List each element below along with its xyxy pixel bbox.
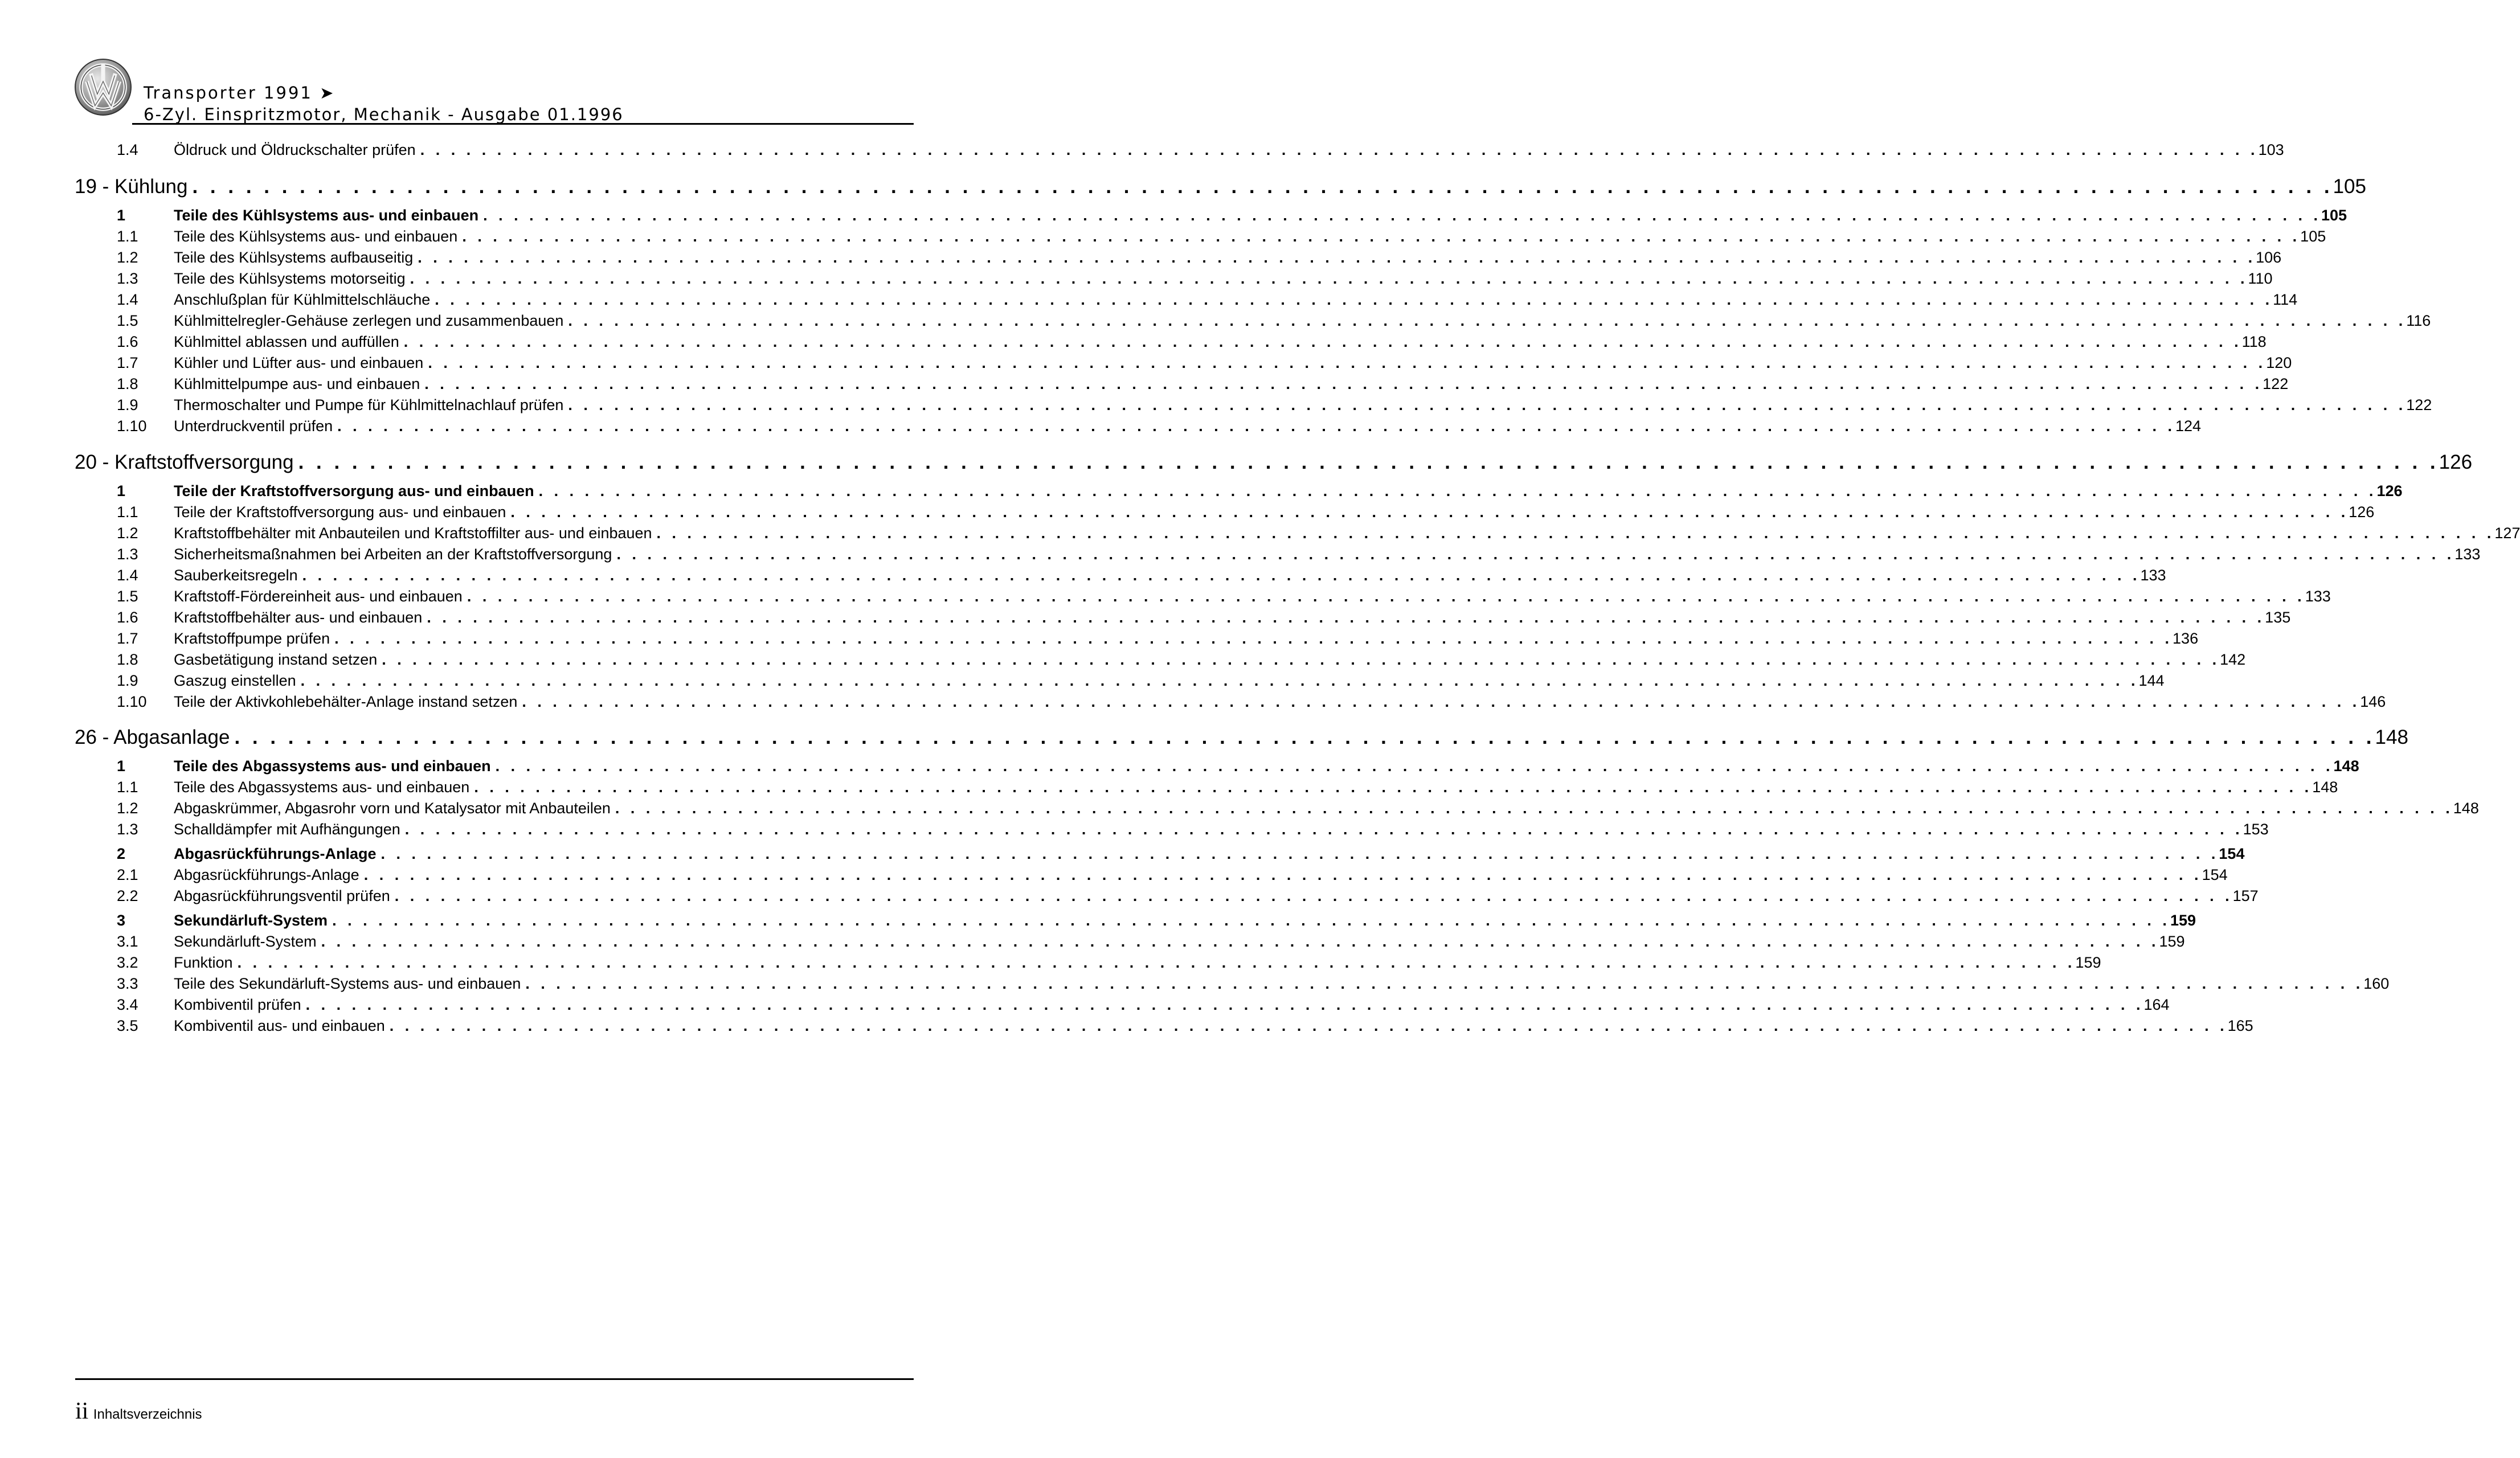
toc-entry-number: 1.7 — [117, 630, 138, 647]
toc-page-number: 127 — [2494, 525, 2520, 542]
toc-entry[interactable] — [117, 375, 2289, 395]
toc-entry-title: Kühler und Lüfter aus- und einbauen — [174, 354, 424, 371]
toc-entry[interactable] — [117, 333, 2267, 353]
toc-entry-title: Teile des Kühlsystems motorseitig — [174, 270, 406, 287]
toc-leader-dots: . . . . . . . . . . . . . . . . . . . . . . . . . . . . . . . . . . . . . . . . . . . . . . . . . . . . . . . . . . . . . . . . . . . . . . . . . . . . . . . . . . . . . . . . . . . . . . . . . . . . . . . . . . . . . . . . . . . . . . . . — [403, 333, 2242, 350]
toc-leader-dots: . . . . . . . . . . . . . . . . . . . . . . . . . . . . . . . . . . . . . . . . . . . . . . . . . . . . . . . . . . . . . . . . . . . . . . . . . . . . . . . . . . . . . . . . . . . . . . . . . . . . . . . . . . . . . . . . . . . . . . . . — [192, 175, 2333, 198]
toc-entry-title: 26 - Abgasanlage — [75, 726, 230, 748]
toc-entry[interactable] — [117, 779, 2338, 798]
toc-leader-dots: . . . . . . . . . . . . . . . . . . . . . . . . . . . . . . . . . . . . . . . . . . . . . . . . . . . . . . . . . . . . . . . . . . . . . . . . . . . . . . . . . . . . . . . . . . . . . . . . . . . . . . . . . . . . . . . . . . . . . . . . — [321, 933, 2159, 950]
toc-entry[interactable] — [117, 630, 2199, 649]
toc-leader-dots: . . . . . . . . . . . . . . . . . . . . . . . . . . . . . . . . . . . . . . . . . . . . . . . . . . . . . . . . . . . . . . . . . . . . . . . . . . . . . . . . . . . . . . . . . . . . . . . . . . . . . . . . . . . . . . . . . . . . . . . . — [522, 693, 2361, 710]
toc-entry[interactable] — [117, 672, 2165, 691]
toc-page-number: 133 — [2454, 546, 2481, 563]
toc-entry[interactable] — [117, 546, 2481, 565]
toc-entry-title: Kombiventil aus- und einbauen — [174, 1017, 385, 1034]
toc-page-number: 148 — [2375, 726, 2408, 748]
toc-entry-title: Anschlußplan für Kühlmittelschläuche — [174, 291, 431, 308]
toc-entry-title: Sicherheitsmaßnahmen bei Arbeiten an der Kraftstoffversorgung — [174, 546, 612, 563]
toc-entry-number: 1.3 — [117, 546, 138, 563]
toc-entry-title: Öldruck und Öldruckschalter prüfen — [174, 141, 416, 158]
toc-page-number: 126 — [2439, 451, 2473, 473]
toc-leader-dots: . . . . . . . . . . . . . . . . . . . . . . . . . . . . . . . . . . . . . . . . . . . . . . . . . . . . . . . . . . . . . . . . . . . . . . . . . . . . . . . . . . . . . . . . . . . . . . . . . . . . . . . . . . . . . . . . . . . . . . . . — [234, 726, 2375, 748]
toc-leader-dots: . . . . . . . . . . . . . . . . . . . . . . . . . . . . . . . . . . . . . . . . . . . . . . . . . . . . . . . . . . . . . . . . . . . . . . . . . . . . . . . . . . . . . . . . . . . . . . . . . . . . . . . . . . . . . . . . . . . . . . . . — [616, 546, 2455, 563]
toc-entry-number: 3.5 — [117, 1017, 138, 1034]
toc-entry-number: 1.9 — [117, 672, 138, 689]
toc-page-number: 133 — [2140, 567, 2166, 584]
toc-page-number: 148 — [2333, 757, 2359, 775]
toc-entry-title: Kraftstoffbehälter mit Anbauteilen und Kraftstoffilter aus- und einbauen — [174, 525, 652, 542]
toc-leader-dots: . . . . . . . . . . . . . . . . . . . . . . . . . . . . . . . . . . . . . . . . . . . . . . . . . . . . . . . . . . . . . . . . . . . . . . . . . . . . . . . . . . . . . . . . . . . . . . . . . . . . . . . . . . . . . . . . . . . . . . . . — [474, 779, 2313, 796]
toc-entry-number: 3.3 — [117, 975, 138, 992]
toc-leader-dots: . . . . . . . . . . . . . . . . . . . . . . . . . . . . . . . . . . . . . . . . . . . . . . . . . . . . . . . . . . . . . . . . . . . . . . . . . . . . . . . . . . . . . . . . . . . . . . . . . . . . . . . . . . . . . . . . . . . . . . . . — [467, 588, 2305, 605]
toc-entry-title: Unterdruckventil prüfen — [174, 417, 333, 435]
toc-page-number: 135 — [2265, 609, 2291, 626]
toc-leader-dots: . . . . . . . . . . . . . . . . . . . . . . . . . . . . . . . . . . . . . . . . . . . . . . . . . . . . . . . . . . . . . . . . . . . . . . . . . . . . . . . . . . . . . . . . . . . . . . . . . . . . . . . . . . . . . . . . . . . . . . . . — [334, 630, 2173, 647]
toc-entry[interactable] — [117, 228, 2326, 247]
toc-entry-title: Teile des Abgassystems aus- und einbauen — [174, 757, 491, 775]
toc-page-number: 136 — [2173, 630, 2199, 647]
toc-entry[interactable] — [117, 821, 2269, 840]
toc-page-number: 105 — [2300, 228, 2326, 245]
toc-page-number: 126 — [2376, 482, 2403, 499]
toc-leader-dots: . . . . . . . . . . . . . . . . . . . . . . . . . . . . . . . . . . . . . . . . . . . . . . . . . . . . . . . . . . . . . . . . . . . . . . . . . . . . . . . . . . . . . . . . . . . . . . . . . . . . . . . . . . . . . . . . . . . . . . . . — [382, 651, 2220, 668]
toc-leader-dots: . . . . . . . . . . . . . . . . . . . . . . . . . . . . . . . . . . . . . . . . . . . . . . . . . . . . . . . . . . . . . . . . . . . . . . . . . . . . . . . . . . . . . . . . . . . . . . . . . . . . . . . . . . . . . . . . . . . . . . . . — [615, 800, 2453, 817]
toc-entry-number: 3.1 — [117, 933, 138, 950]
toc-entry-title: Sekundärluft-System — [174, 933, 317, 950]
footer-divider — [75, 1378, 914, 1380]
toc-section[interactable] — [117, 912, 2196, 931]
toc-entry-number: 3.2 — [117, 954, 138, 971]
toc-leader-dots: . . . . . . . . . . . . . . . . . . . . . . . . . . . . . . . . . . . . . . . . . . . . . . . . . . . . . . . . . . . . . . . . . . . . . . . . . . . . . . . . . . . . . . . . . . . . . . . . . . . . . . . . . . . . . . . . . . . . . . . . — [462, 228, 2301, 245]
toc-entry-number: 1.4 — [117, 567, 138, 584]
toc-leader-dots: . . . . . . . . . . . . . . . . . . . . . . . . . . . . . . . . . . . . . . . . . . . . . . . . . . . . . . . . . . . . . . . . . . . . . . . . . . . . . . . . . . . . . . . . . . . . . . . . . . . . . . . . . . . . . . . . . . . . . . . . — [483, 207, 2321, 224]
toc-entry[interactable] — [117, 693, 2386, 712]
toc-leader-dots: . . . . . . . . . . . . . . . . . . . . . . . . . . . . . . . . . . . . . . . . . . . . . . . . . . . . . . . . . . . . . . . . . . . . . . . . . . . . . . . . . . . . . . . . . . . . . . . . . . . . . . . . . . . . . . . . . . . . . . . . — [418, 249, 2256, 266]
toc-entry-title: Gasbetätigung instand setzen — [174, 651, 378, 668]
toc-page-number: 142 — [2220, 651, 2246, 668]
toc-entry-title: Schalldämpfer mit Aufhängungen — [174, 821, 400, 838]
toc-entry-title: Kombiventil prüfen — [174, 996, 301, 1013]
footer-page-number: ii — [75, 1398, 89, 1424]
toc-entry-title: Kühlmittelpumpe aus- und einbauen — [174, 375, 420, 392]
toc-entry[interactable] — [117, 887, 2259, 907]
toc-entry-number: 1.1 — [117, 228, 138, 245]
toc-page-number: 160 — [2363, 975, 2390, 992]
toc-entry-number: 1.6 — [117, 609, 138, 626]
footer — [75, 1398, 202, 1425]
toc-entry-number: 1.1 — [117, 503, 138, 521]
toc-page-number: 118 — [2241, 333, 2267, 350]
toc-entry-title: Funktion — [174, 954, 233, 971]
toc-entry-title: Teile des Sekundärluft-Systems aus- und einbauen — [174, 975, 521, 992]
toc-page-number: 148 — [2312, 779, 2338, 796]
toc-entry-number: 1.10 — [117, 417, 147, 435]
toc-entry[interactable] — [117, 954, 2101, 973]
toc-page-number: 122 — [2263, 375, 2289, 392]
toc-entry-number: 1.6 — [117, 333, 138, 350]
toc-entry-number: 1.4 — [117, 141, 138, 158]
toc-entry-title: Kühlmittel ablassen und auffüllen — [174, 333, 399, 350]
toc-entry-title: Teile des Kühlsystems aus- und einbauen — [174, 228, 458, 245]
toc-entry-title: Gaszug einstellen — [174, 672, 296, 689]
toc-leader-dots: . . . . . . . . . . . . . . . . . . . . . . . . . . . . . . . . . . . . . . . . . . . . . . . . . . . . . . . . . . . . . . . . . . . . . . . . . . . . . . . . . . . . . . . . . . . . . . . . . . . . . . . . . . . . . . . . . . . . . . . . — [389, 1017, 2228, 1034]
toc-leader-dots: . . . . . . . . . . . . . . . . . . . . . . . . . . . . . . . . . . . . . . . . . . . . . . . . . . . . . . . . . . . . . . . . . . . . . . . . . . . . . . . . . . . . . . . . . . . . . . . . . . . . . . . . . . . . . . . . . . . . . . . . — [332, 912, 2170, 929]
toc-entry-number: 1.10 — [117, 693, 147, 710]
toc-page-number: 133 — [2305, 588, 2331, 605]
toc-entry[interactable] — [117, 312, 2431, 331]
toc-entry-number: 1.2 — [117, 800, 138, 817]
toc-entry[interactable] — [117, 291, 2298, 310]
toc-entry[interactable] — [117, 354, 2292, 374]
toc-leader-dots: . . . . . . . . . . . . . . . . . . . . . . . . . . . . . . . . . . . . . . . . . . . . . . . . . . . . . . . . . . . . . . . . . . . . . . . . . . . . . . . . . . . . . . . . . . . . . . . . . . . . . . . . . . . . . . . . . . . . . . . . — [538, 482, 2377, 499]
toc-leader-dots: . . . . . . . . . . . . . . . . . . . . . . . . . . . . . . . . . . . . . . . . . . . . . . . . . . . . . . . . . . . . . . . . . . . . . . . . . . . . . . . . . . . . . . . . . . . . . . . . . . . . . . . . . . . . . . . . . . . . . . . . — [427, 609, 2265, 626]
header-title: Transporter 1991 ➤ — [144, 83, 336, 103]
toc-page-number: 165 — [2227, 1017, 2253, 1034]
toc-chapter[interactable] — [75, 451, 2473, 476]
toc-entry[interactable] — [117, 996, 2170, 1015]
toc-leader-dots: . . . . . . . . . . . . . . . . . . . . . . . . . . . . . . . . . . . . . . . . . . . . . . . . . . . . . . . . . . . . . . . . . . . . . . . . . . . . . . . . . . . . . . . . . . . . . . . . . . . . . . . . . . . . . . . . . . . . . . . . — [525, 975, 2364, 992]
toc-page-number: 105 — [2321, 207, 2347, 224]
toc-entry[interactable] — [117, 651, 2246, 670]
toc-entry-title: Abgasrückführungs-Anlage — [174, 866, 359, 883]
toc-section[interactable] — [117, 207, 2347, 226]
toc-page-number: 157 — [2232, 887, 2259, 904]
toc-page-number: 146 — [2360, 693, 2386, 710]
toc-entry-number: 2 — [117, 845, 126, 862]
vw-logo — [74, 58, 132, 116]
toc-entry[interactable] — [117, 525, 2520, 544]
toc-entry-title: Sekundärluft-System — [174, 912, 328, 929]
toc-page-number: 124 — [2175, 417, 2202, 435]
toc-page-number: 114 — [2273, 291, 2298, 308]
toc-entry-title: Teile der Aktivkohlebehälter-Anlage instand setzen — [174, 693, 518, 710]
toc-leader-dots: . . . . . . . . . . . . . . . . . . . . . . . . . . . . . . . . . . . . . . . . . . . . . . . . . . . . . . . . . . . . . . . . . . . . . . . . . . . . . . . . . . . . . . . . . . . . . . . . . . . . . . . . . . . . . . . . . . . . . . . . — [337, 417, 2175, 435]
toc-page-number: 159 — [2075, 954, 2101, 971]
toc-leader-dots: . . . . . . . . . . . . . . . . . . . . . . . . . . . . . . . . . . . . . . . . . . . . . . . . . . . . . . . . . . . . . . . . . . . . . . . . . . . . . . . . . . . . . . . . . . . . . . . . . . . . . . . . . . . . . . . . . . . . . . . . — [510, 503, 2349, 521]
toc-leader-dots: . . . . . . . . . . . . . . . . . . . . . . . . . . . . . . . . . . . . . . . . . . . . . . . . . . . . . . . . . . . . . . . . . . . . . . . . . . . . . . . . . . . . . . . . . . . . . . . . . . . . . . . . . . . . . . . . . . . . . . . . — [435, 291, 2273, 308]
toc-page-number: 144 — [2138, 672, 2165, 689]
toc-page-number: 120 — [2266, 354, 2292, 371]
toc-entry-title: Thermoschalter und Pumpe für Kühlmittelnachlauf prüfen — [174, 396, 564, 413]
toc-leader-dots: . . . . . . . . . . . . . . . . . . . . . . . . . . . . . . . . . . . . . . . . . . . . . . . . . . . . . . . . . . . . . . . . . . . . . . . . . . . . . . . . . . . . . . . . . . . . . . . . . . . . . . . . . . . . . . . . . . . . . . . . — [410, 270, 2248, 287]
toc-leader-dots: . . . . . . . . . . . . . . . . . . . . . . . . . . . . . . . . . . . . . . . . . . . . . . . . . . . . . . . . . . . . . . . . . . . . . . . . . . . . . . . . . . . . . . . . . . . . . . . . . . . . . . . . . . . . . . . . . . . . . . . . — [656, 525, 2495, 542]
footer-label: Inhaltsverzeichnis — [93, 1407, 202, 1422]
toc-page-number: 106 — [2256, 249, 2282, 266]
toc-chapter[interactable] — [75, 726, 2408, 751]
toc-entry-title: 19 - Kühlung — [75, 175, 188, 198]
toc-page-number: 105 — [2333, 175, 2366, 198]
toc-entry-title: Teile des Kühlsystems aus- und einbauen — [174, 207, 479, 224]
toc-entry-number: 1 — [117, 207, 126, 224]
toc-entry-number: 1.5 — [117, 312, 138, 329]
toc-entry-title: Kraftstoffpumpe prüfen — [174, 630, 330, 647]
toc-entry-title: Kühlmittelregler-Gehäuse zerlegen und zusammenbauen — [174, 312, 564, 329]
toc-entry-number: 1.7 — [117, 354, 138, 371]
toc-page-number: 110 — [2248, 270, 2273, 287]
toc-leader-dots: . . . . . . . . . . . . . . . . . . . . . . . . . . . . . . . . . . . . . . . . . . . . . . . . . . . . . . . . . . . . . . . . . . . . . . . . . . . . . . . . . . . . . . . . . . . . . . . . . . . . . . . . . . . . . . . . . . . . . . . . — [237, 954, 2076, 971]
header-subtitle: 6-Zyl. Einspritzmotor, Mechanik - Ausgabe 01.1996 — [144, 105, 624, 124]
toc-entry-number: 1.1 — [117, 779, 138, 796]
toc-entry[interactable] — [117, 417, 2202, 437]
toc-leader-dots: . . . . . . . . . . . . . . . . . . . . . . . . . . . . . . . . . . . . . . . . . . . . . . . . . . . . . . . . . . . . . . . . . . . . . . . . . . . . . . . . . . . . . . . . . . . . . . . . . . . . . . . . . . . . . . . . . . . . . . . . — [298, 451, 2439, 473]
toc-entry[interactable] — [117, 800, 2479, 819]
toc-entry-title: Kraftstoff-Fördereinheit aus- und einbauen — [174, 588, 463, 605]
toc-leader-dots: . . . . . . . . . . . . . . . . . . . . . . . . . . . . . . . . . . . . . . . . . . . . . . . . . . . . . . . . . . . . . . . . . . . . . . . . . . . . . . . . . . . . . . . . . . . . . . . . . . . . . . . . . . . . . . . . . . . . . . . . — [420, 141, 2259, 158]
toc-leader-dots: . . . . . . . . . . . . . . . . . . . . . . . . . . . . . . . . . . . . . . . . . . . . . . . . . . . . . . . . . . . . . . . . . . . . . . . . . . . . . . . . . . . . . . . . . . . . . . . . . . . . . . . . . . . . . . . . . . . . . . . . — [394, 887, 2233, 904]
toc-entry[interactable] — [117, 270, 2273, 289]
toc-entry[interactable] — [117, 396, 2432, 416]
toc-entry-title: Teile der Kraftstoffversorgung aus- und einbauen — [174, 482, 534, 499]
toc-entry-title: Teile des Abgassystems aus- und einbauen — [174, 779, 470, 796]
toc-page-number: 164 — [2143, 996, 2170, 1013]
toc-leader-dots: . . . . . . . . . . . . . . . . . . . . . . . . . . . . . . . . . . . . . . . . . . . . . . . . . . . . . . . . . . . . . . . . . . . . . . . . . . . . . . . . . . . . . . . . . . . . . . . . . . . . . . . . . . . . . . . . . . . . . . . . — [381, 845, 2219, 862]
toc-page-number: 159 — [2159, 933, 2185, 950]
toc-page-number: 159 — [2170, 912, 2196, 929]
toc-page-number: 103 — [2258, 141, 2284, 158]
toc-entry-number: 2.2 — [117, 887, 138, 904]
toc-entry-number: 3 — [117, 912, 126, 929]
toc-entry[interactable] — [117, 567, 2166, 586]
toc-entry-title: Abgasrückführungsventil prüfen — [174, 887, 390, 904]
toc-entry-number: 1.2 — [117, 249, 138, 266]
toc-entry[interactable] — [117, 933, 2185, 952]
toc-section[interactable] — [117, 757, 2359, 777]
toc-page-number: 154 — [2202, 866, 2228, 883]
toc-leader-dots: . . . . . . . . . . . . . . . . . . . . . . . . . . . . . . . . . . . . . . . . . . . . . . . . . . . . . . . . . . . . . . . . . . . . . . . . . . . . . . . . . . . . . . . . . . . . . . . . . . . . . . . . . . . . . . . . . . . . . . . . — [495, 757, 2334, 775]
toc-entry-title: Abgasrückführungs-Anlage — [174, 845, 377, 862]
toc-entry[interactable] — [117, 141, 2284, 161]
toc-entry-number: 1.9 — [117, 396, 138, 413]
toc-entry[interactable] — [117, 1017, 2253, 1037]
toc-page-number: 122 — [2406, 396, 2432, 413]
toc-entry[interactable] — [117, 503, 2375, 523]
toc-page-number: 148 — [2453, 800, 2479, 817]
toc-entry-number: 1.3 — [117, 821, 138, 838]
toc-page-number: 153 — [2243, 821, 2269, 838]
toc-page-number: 126 — [2349, 503, 2375, 521]
toc-entry-title: Kraftstoffbehälter aus- und einbauen — [174, 609, 423, 626]
toc-entry[interactable] — [117, 609, 2291, 628]
toc-entry-number: 1 — [117, 482, 126, 499]
toc-section[interactable] — [117, 845, 2245, 865]
toc-entry-number: 1.8 — [117, 375, 138, 392]
toc-section[interactable] — [117, 482, 2403, 502]
toc-leader-dots: . . . . . . . . . . . . . . . . . . . . . . . . . . . . . . . . . . . . . . . . . . . . . . . . . . . . . . . . . . . . . . . . . . . . . . . . . . . . . . . . . . . . . . . . . . . . . . . . . . . . . . . . . . . . . . . . . . . . . . . . — [404, 821, 2243, 838]
toc-entry-number: 1.4 — [117, 291, 138, 308]
toc-leader-dots: . . . . . . . . . . . . . . . . . . . . . . . . . . . . . . . . . . . . . . . . . . . . . . . . . . . . . . . . . . . . . . . . . . . . . . . . . . . . . . . . . . . . . . . . . . . . . . . . . . . . . . . . . . . . . . . . . . . . . . . . — [428, 354, 2267, 371]
toc-entry-number: 1.5 — [117, 588, 138, 605]
toc-chapter[interactable] — [75, 175, 2366, 200]
toc-page-number: 116 — [2406, 312, 2431, 329]
toc-entry-number: 3.4 — [117, 996, 138, 1013]
toc-leader-dots: . . . . . . . . . . . . . . . . . . . . . . . . . . . . . . . . . . . . . . . . . . . . . . . . . . . . . . . . . . . . . . . . . . . . . . . . . . . . . . . . . . . . . . . . . . . . . . . . . . . . . . . . . . . . . . . . . . . . . . . . — [302, 567, 2141, 584]
toc-entry-number: 1.3 — [117, 270, 138, 287]
toc-entry-number: 1.8 — [117, 651, 138, 668]
toc-entry[interactable] — [117, 866, 2228, 886]
toc-leader-dots: . . . . . . . . . . . . . . . . . . . . . . . . . . . . . . . . . . . . . . . . . . . . . . . . . . . . . . . . . . . . . . . . . . . . . . . . . . . . . . . . . . . . . . . . . . . . . . . . . . . . . . . . . . . . . . . . . . . . . . . . — [424, 375, 2263, 392]
toc-entry-title: Sauberkeitsregeln — [174, 567, 298, 584]
toc-page-number: 154 — [2219, 845, 2245, 862]
toc-entry[interactable] — [117, 249, 2282, 268]
toc-leader-dots: . . . . . . . . . . . . . . . . . . . . . . . . . . . . . . . . . . . . . . . . . . . . . . . . . . . . . . . . . . . . . . . . . . . . . . . . . . . . . . . . . . . . . . . . . . . . . . . . . . . . . . . . . . . . . . . . . . . . . . . . — [568, 312, 2407, 329]
toc-entry-title: Abgaskrümmer, Abgasrohr vorn und Katalysator mit Anbauteilen — [174, 800, 611, 817]
toc-entry-number: 1.2 — [117, 525, 138, 542]
toc-entry-title: 20 - Kraftstoffversorgung — [75, 451, 294, 473]
toc-leader-dots: . . . . . . . . . . . . . . . . . . . . . . . . . . . . . . . . . . . . . . . . . . . . . . . . . . . . . . . . . . . . . . . . . . . . . . . . . . . . . . . . . . . . . . . . . . . . . . . . . . . . . . . . . . . . . . . . . . . . . . . . — [568, 396, 2407, 413]
header-divider — [132, 123, 914, 125]
toc-entry-title: Teile der Kraftstoffversorgung aus- und einbauen — [174, 503, 506, 521]
toc-entry-title: Teile des Kühlsystems aufbauseitig — [174, 249, 414, 266]
toc-leader-dots: . . . . . . . . . . . . . . . . . . . . . . . . . . . . . . . . . . . . . . . . . . . . . . . . . . . . . . . . . . . . . . . . . . . . . . . . . . . . . . . . . . . . . . . . . . . . . . . . . . . . . . . . . . . . . . . . . . . . . . . . — [300, 672, 2139, 689]
toc-entry-number: 2.1 — [117, 866, 138, 883]
toc-entry-number: 1 — [117, 757, 126, 775]
toc-leader-dots: . . . . . . . . . . . . . . . . . . . . . . . . . . . . . . . . . . . . . . . . . . . . . . . . . . . . . . . . . . . . . . . . . . . . . . . . . . . . . . . . . . . . . . . . . . . . . . . . . . . . . . . . . . . . . . . . . . . . . . . . — [363, 866, 2202, 883]
toc-entry[interactable] — [117, 588, 2331, 607]
toc-entry[interactable] — [117, 975, 2390, 994]
toc-leader-dots: . . . . . . . . . . . . . . . . . . . . . . . . . . . . . . . . . . . . . . . . . . . . . . . . . . . . . . . . . . . . . . . . . . . . . . . . . . . . . . . . . . . . . . . . . . . . . . . . . . . . . . . . . . . . . . . . . . . . . . . . — [305, 996, 2144, 1013]
